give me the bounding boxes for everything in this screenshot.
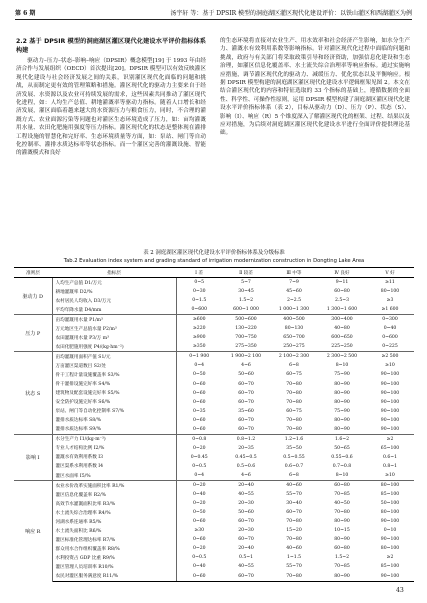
grade-cell: 90~100 bbox=[380, 381, 400, 387]
running-header bbox=[15, 5, 412, 20]
header-grade-5: Ⅴ 好 bbox=[366, 268, 414, 278]
grade-cell: 80~130 bbox=[284, 326, 304, 332]
grade-cell: 85~100 bbox=[380, 564, 400, 570]
grade-cell: 1 300~1 600 bbox=[326, 307, 358, 313]
header-grade-4: Ⅳ 良好 bbox=[318, 268, 366, 278]
grade-cell: 70~80 bbox=[286, 399, 302, 405]
grade-cell: 0.5~1 bbox=[238, 555, 254, 561]
table-row bbox=[14, 287, 414, 296]
grade-cell: 650~700 bbox=[283, 335, 305, 341]
grade-cell: 90~100 bbox=[380, 426, 400, 432]
table-row bbox=[14, 361, 414, 370]
grade-cell: 10~15 bbox=[334, 528, 350, 534]
grade-cell: 80~90 bbox=[334, 417, 350, 423]
grade-cell: 130~220 bbox=[235, 326, 257, 332]
table-row bbox=[14, 535, 414, 544]
grade-cell: 80~90 bbox=[334, 426, 350, 432]
grade-cell: 40~60 bbox=[286, 546, 302, 552]
indicator-cell: 骨干工程计量设施覆盖率 S3/% bbox=[52, 370, 176, 379]
table-body bbox=[14, 278, 414, 582]
grade-cell: 70~80 bbox=[286, 390, 302, 396]
grade-cell: 0.55~0.6 bbox=[331, 454, 353, 460]
grade-cell: 0~40 bbox=[192, 492, 206, 498]
table-row bbox=[14, 425, 414, 435]
grade-cell: ≥1 600 bbox=[381, 307, 399, 313]
grade-cell: 0~60 bbox=[192, 537, 206, 543]
table-row bbox=[14, 380, 414, 389]
grade-cell: 20~40 bbox=[238, 546, 254, 552]
header-indicator: 指标层 bbox=[52, 268, 176, 278]
table-caption-en: Tab.2 Evaluation index system and grading standard of irrigation modernization construction in Dongting Lake Area bbox=[63, 258, 365, 264]
table-row bbox=[14, 553, 414, 562]
grade-cell: 7~9 bbox=[289, 280, 299, 286]
grade-cell: 80~90 bbox=[334, 519, 350, 525]
table-row bbox=[14, 389, 414, 398]
table-row bbox=[14, 562, 414, 571]
indicator-cell: 水利投资占 GDP 比重 R9/% bbox=[52, 553, 176, 562]
grade-cell: 275~350 bbox=[235, 344, 257, 350]
grade-cell: 40~80 bbox=[334, 326, 350, 332]
running-title: 汤宇轩 等：基于 DPSIR 模型的洞庭湖区灌区现代化建设评价：以铁山灌区和西湖灌区为例 bbox=[170, 9, 412, 17]
indicator-cell: 骨干灌排设施完好率 S4/% bbox=[52, 380, 176, 389]
grade-cell: 5~7 bbox=[241, 280, 251, 286]
grade-cell: 70~85 bbox=[334, 492, 350, 498]
grade-cell: 80~90 bbox=[334, 399, 350, 405]
grade-cell: 60~70 bbox=[238, 381, 254, 387]
grade-cell: 20~40 bbox=[222, 481, 270, 491]
grade-cell: 35~60 bbox=[238, 408, 254, 414]
grade-cell: 0~4 bbox=[194, 363, 205, 369]
grade-cell: 0~20 bbox=[176, 481, 222, 491]
table-row bbox=[14, 444, 414, 453]
grade-cell: 0~60 bbox=[192, 519, 206, 525]
grade-cell: 2~2.5 bbox=[286, 298, 302, 304]
grade-cell: 60~70 bbox=[286, 510, 302, 516]
grade-cell: 60~70 bbox=[238, 390, 254, 396]
grade-cell: 60~75 bbox=[286, 372, 302, 378]
grade-cell: ≥2 bbox=[386, 555, 394, 561]
grade-cell: 20~35 bbox=[238, 445, 254, 451]
grade-cell: 70~80 bbox=[286, 519, 302, 525]
grade-cell: 0~40 bbox=[192, 564, 206, 570]
grade-cell: 400~500 bbox=[270, 315, 318, 325]
indicator-cell: 水土流失综合治理率 R4/% bbox=[52, 508, 176, 517]
indicator-cell: 亩均灌溉用面积产值 S1/元 bbox=[52, 352, 176, 362]
grade-cell: 0~40 bbox=[383, 326, 397, 332]
grade-cell: 9~11 bbox=[335, 280, 349, 286]
grade-cell: ≥600 bbox=[176, 315, 222, 325]
header-grade-2: Ⅱ 较差 bbox=[222, 268, 270, 278]
grade-cell: 60~80 bbox=[334, 546, 350, 552]
grade-cell: 80~90 bbox=[334, 381, 350, 387]
grade-cell: 45~60 bbox=[286, 289, 302, 295]
grade-cell: 1.5~2 bbox=[334, 555, 350, 561]
header-grade-3: Ⅲ 中等 bbox=[270, 268, 318, 278]
indicator-cell: 水分生产力 I1/(kg·m⁻³) bbox=[52, 434, 176, 444]
table-row bbox=[14, 572, 414, 582]
table-row bbox=[14, 278, 414, 288]
grade-cell: 60~70 bbox=[238, 426, 254, 432]
grade-cell: 90~100 bbox=[380, 390, 400, 396]
grade-cell: 90~100 bbox=[380, 408, 400, 414]
indicator-cell: 群众用水合作组织覆盖率 R8/% bbox=[52, 544, 176, 553]
grade-cell: 250~275 bbox=[283, 344, 305, 350]
grade-cell: 1.2~1.6 bbox=[270, 434, 318, 444]
grade-cell: 0.6~0.7 bbox=[284, 463, 304, 469]
grade-cell: 0.8~1.2 bbox=[222, 434, 270, 444]
indicator-cell: 高效节水灌溉面积比率 R3/% bbox=[52, 499, 176, 508]
grade-cell: 1 000~1 300 bbox=[278, 307, 310, 313]
grade-cell: 70~80 bbox=[334, 510, 350, 516]
criterion-cell: 状态 S bbox=[14, 352, 52, 434]
criterion-cell: 响应 R bbox=[14, 481, 52, 582]
grade-cell: 0~600 bbox=[382, 335, 398, 341]
indicator-cell: 人均生产总值 D1/万元 bbox=[52, 278, 176, 288]
indicator-cell: 专业人才结构比例 I2/% bbox=[52, 444, 176, 453]
right-column bbox=[220, 37, 410, 138]
issue-number: 第 6 期 bbox=[15, 9, 36, 17]
indicator-cell: 建筑物及配套设施完好率 S5/% bbox=[52, 389, 176, 398]
indicator-cell: 农村居民人均收入 D3/万元 bbox=[52, 296, 176, 305]
grade-cell: 1.5~2 bbox=[238, 298, 254, 304]
grade-cell: 60~70 bbox=[222, 572, 270, 582]
grade-cell: 0~60 bbox=[192, 390, 206, 396]
grade-cell: ≥10 bbox=[385, 363, 395, 369]
section-heading: 2.2 基于 DPSIR 模型的洞庭湖区灌区现代化建设水平评价指标体系构建 bbox=[16, 38, 206, 54]
grade-cell: 0~60 bbox=[192, 381, 206, 387]
indicator-cell: 灌区标准化管理达标率 R7/% bbox=[52, 535, 176, 544]
grade-cell: 20~30 bbox=[238, 501, 254, 507]
grade-cell: 30~40 bbox=[286, 501, 302, 507]
grade-cell: ≥2 500 bbox=[366, 352, 414, 362]
indicator-cell: 农民对灌区服务满意度 R11/% bbox=[52, 572, 176, 582]
table-row bbox=[14, 481, 414, 491]
grade-cell: 50~60 bbox=[238, 372, 254, 378]
grade-cell: ≥11 bbox=[385, 280, 395, 286]
criterion-cell: 驱动力 D bbox=[14, 278, 52, 315]
grade-cell: 90~100 bbox=[380, 519, 400, 525]
grade-cell: 1.6~2 bbox=[318, 434, 366, 444]
grade-cell: 50~65 bbox=[334, 445, 350, 451]
grade-cell: 0~35 bbox=[192, 408, 206, 414]
grade-cell: 60~75 bbox=[286, 408, 302, 414]
grade-cell: 0~5 bbox=[194, 280, 205, 286]
grade-cell: 0~60 bbox=[192, 426, 206, 432]
grade-cell: ≥30 bbox=[194, 528, 205, 534]
table-row bbox=[14, 517, 414, 526]
grade-cell: 0~30 bbox=[192, 289, 206, 295]
indicator-cell: 水土流失面积比 R6/% bbox=[52, 526, 176, 535]
grade-cell: 4~6 bbox=[241, 363, 251, 369]
grade-cell: 40~50 bbox=[334, 501, 350, 507]
grade-cell: 70~85 bbox=[334, 564, 350, 570]
grade-cell: 0.5~0.55 bbox=[283, 454, 305, 460]
grade-cell: 55~70 bbox=[286, 492, 302, 498]
grade-cell: ≥3 bbox=[386, 298, 394, 304]
grade-cell: 80~100 bbox=[380, 546, 400, 552]
grade-cell: 600~650 bbox=[331, 335, 353, 341]
right-paragraph: 的生态环境将直接对农业生产、用水效率和社会经济产生影响，如水分生产力、灌溉水有效利用系数等影响指标。针对灌区现代化过程中面临的问题和挑战，政府与有关部门将采取政策引导和经济资助，加强信息化建设和生态治理，如灌区信息化覆盖率、水土流失综合治理率等响应指标。通过实施响应措施，调节灌区现代化的驱动力、减缓压力、优化状态以及平衡响应。根据 DPSIR 模型构建的洞庭湖区灌区现代化建设水平逻辑框架见图 2。本文在结合灌区现代化的内容和特征选取的 33 个指标的基础上，遵循数据的全面性、科学性、可操作性原则，运用 DPSIR 模型构建了洞庭湖区灌区现代化建设水平评价指标体系（表 2），目标从驱动力（D）、压力（P）、状态（S）、影响（I）、响应（R）5 个维度深入了解灌区现代化的框架、过程、结果以及应对措施，为后续对洞庭湖区灌区现代化建设水平进行全面评价提供理论基础。 bbox=[220, 38, 410, 137]
grade-cell: ≥10 bbox=[385, 473, 395, 478]
grade-cell: 0~0.45 bbox=[190, 454, 208, 460]
grade-cell: 90~100 bbox=[380, 417, 400, 423]
grade-cell: 0.7~0.8 bbox=[332, 463, 352, 469]
grade-cell: 70~80 bbox=[286, 537, 302, 543]
grade-cell: 40~55 bbox=[238, 492, 254, 498]
table-row bbox=[14, 462, 414, 471]
grade-cell: 90~100 bbox=[380, 399, 400, 405]
grade-cell: 40~55 bbox=[238, 564, 254, 570]
grade-cell: 60~80 bbox=[334, 289, 350, 295]
table-row bbox=[14, 398, 414, 407]
grade-cell: 0~10 bbox=[383, 528, 397, 534]
table-row bbox=[14, 508, 414, 517]
table-row bbox=[14, 434, 414, 444]
grade-cell: 8~10 bbox=[335, 363, 349, 369]
indicator-cell: 平均年降水量 D4/mm bbox=[52, 305, 176, 315]
grade-cell: 700~750 bbox=[235, 335, 257, 341]
grade-cell: 0.6~1 bbox=[382, 454, 398, 460]
grade-cell: 0~300 bbox=[366, 315, 414, 325]
indicator-cell: 亩均灌溉用水量 P1/m³ bbox=[52, 315, 176, 325]
grade-cell: 0~60 bbox=[192, 399, 206, 405]
grade-cell: 1 900~2 100 bbox=[222, 352, 270, 362]
grade-cell: 6~8 bbox=[289, 473, 299, 478]
grade-cell: ≥350 bbox=[192, 344, 206, 350]
indicator-cell: 安全防护设施完好率 S6/% bbox=[52, 398, 176, 407]
indicator-cell: 灌排水质达标率 S9/% bbox=[52, 425, 176, 435]
grade-cell: 50~60 bbox=[238, 510, 254, 516]
criterion-cell: 压力 P bbox=[14, 315, 52, 352]
page-number: 43 bbox=[396, 587, 404, 594]
grade-cell: 80~90 bbox=[334, 537, 350, 543]
grade-cell: 90~100 bbox=[380, 537, 400, 543]
grade-cell: 0~20 bbox=[192, 546, 206, 552]
indicator-cell: 河湖水系连通率 R5/% bbox=[52, 517, 176, 526]
grade-cell: 300~400 bbox=[318, 315, 366, 325]
table-row bbox=[14, 526, 414, 535]
table-row bbox=[14, 305, 414, 315]
grade-cell: 0.45~0.5 bbox=[235, 454, 257, 460]
grade-cell: 70~80 bbox=[270, 572, 318, 582]
grade-cell: 80~90 bbox=[318, 572, 366, 582]
indicator-cell: 农田灌溉用水量 P3/万 m³ bbox=[52, 333, 176, 342]
table-row bbox=[14, 471, 414, 481]
grade-cell: 70~80 bbox=[286, 417, 302, 423]
table-row bbox=[14, 407, 414, 416]
grade-cell: 35~50 bbox=[286, 445, 302, 451]
grade-cell: ≥900 bbox=[192, 335, 206, 341]
indicator-cell: 灌区信息化覆盖率 R2/% bbox=[52, 490, 176, 499]
grade-cell: 15~20 bbox=[286, 528, 302, 534]
table-row bbox=[14, 490, 414, 499]
indicator-cell: 灌区渠系水利用系数 I4 bbox=[52, 462, 176, 471]
left-paragraph: 驱动力–压力–状态–影响–响应（DPSIR）概念模型[19] 于 1993 年由经济合作与发展组织（OECD）首次提出[20]。DPSIR 模型可以有效反映灌区现代化建设与社会经济发展之间的关系，识别灌区现代化面临的问题和挑战，从而制定更有效的管理策略和措施。灌区现代化的驱动力主要来自于经济发展、水资源以及农业可持续发展的需求，这些因素共同推动了灌区现代化进程，如：人均生产总值、耕地灌溉率等驱动力指标。随着人口增长和经济发展，灌区面临着越来越大的水资源压力与粮食压力，同时，不合理的灌溉方式、农业面源污染等问题也对灌区生态环境造成了压力，如：亩均灌溉用水量、农田化肥施用强度等压力指标。灌区现代化的状态是整体现在灌排工程设施的智慧化和完好率、生态环境质量等方面，如：泵站、闸门等自动化控制率、灌排水质达标率等状态指标。而一个灌区完善的灌溉设施、智能的灌溉模式和良好 bbox=[16, 58, 206, 157]
grade-cell: 0~0.8 bbox=[176, 434, 222, 444]
grade-cell: 0~20 bbox=[192, 501, 206, 507]
grade-cell: 0~0.5 bbox=[192, 463, 207, 469]
grade-cell: 2 300~2 500 bbox=[318, 352, 366, 362]
grade-cell: 80~100 bbox=[380, 510, 400, 516]
table-row bbox=[14, 324, 414, 333]
grade-cell: 0~225 bbox=[382, 344, 398, 350]
grade-cell: 2 100~2 300 bbox=[270, 352, 318, 362]
grade-cell: 60~70 bbox=[238, 399, 254, 405]
grade-cell: 40~60 bbox=[270, 481, 318, 491]
grade-cell: 55~70 bbox=[286, 564, 302, 570]
grade-cell: 225~250 bbox=[331, 344, 353, 350]
left-column bbox=[16, 37, 206, 158]
indicator-cell: 灌溉水有效利用系数 I3 bbox=[52, 453, 176, 462]
table-row bbox=[14, 333, 414, 342]
grade-cell: 75~90 bbox=[334, 408, 350, 414]
grade-cell: 60~70 bbox=[238, 519, 254, 525]
grade-cell: 65~100 bbox=[380, 445, 400, 451]
grade-cell: 6~8 bbox=[289, 363, 299, 369]
grade-cell: 0~50 bbox=[192, 510, 206, 516]
table-row bbox=[14, 416, 414, 425]
grade-cell: 75~90 bbox=[334, 372, 350, 378]
indicator-cell: 灌排水质达标率 S8/% bbox=[52, 416, 176, 425]
grade-cell: 60~70 bbox=[238, 537, 254, 543]
table-row bbox=[14, 352, 414, 362]
grade-cell: 0~1 900 bbox=[176, 352, 222, 362]
grade-cell: 80~90 bbox=[334, 390, 350, 396]
indicator-cell: 万亩灌区渠道数目 S2/处 bbox=[52, 361, 176, 370]
table-row bbox=[14, 370, 414, 379]
grade-cell: 0~60 bbox=[192, 417, 206, 423]
grade-cell: 85~100 bbox=[380, 492, 400, 498]
grade-cell: 0.8~1 bbox=[382, 463, 398, 469]
table-row bbox=[14, 296, 414, 305]
grade-cell: 50~100 bbox=[380, 501, 400, 507]
grade-cell: 0~600 bbox=[191, 307, 208, 313]
criterion-cell: 影响 I bbox=[14, 434, 52, 480]
grade-cell: ≥220 bbox=[192, 326, 206, 332]
grade-cell: 90~100 bbox=[380, 372, 400, 378]
grade-cell: 70~80 bbox=[286, 381, 302, 387]
table-row bbox=[14, 544, 414, 553]
grade-cell: 0~1.5 bbox=[192, 298, 207, 304]
header-grade-1: Ⅰ 差 bbox=[176, 268, 222, 278]
indicator-cell: 灌区管理人员培训率 R10/% bbox=[52, 562, 176, 571]
grade-cell: 70~80 bbox=[286, 426, 302, 432]
grade-cell: 0~4 bbox=[194, 473, 205, 478]
table-caption-cn: 表 2 洞庭湖区灌区现代化建设水平评价指标体系及分级标准 bbox=[143, 250, 285, 256]
grade-cell: 0~20 bbox=[192, 445, 206, 451]
indicator-cell: 农田化肥施用强度 P4/(kg·hm⁻²) bbox=[52, 342, 176, 352]
grade-cell: 0~0.5 bbox=[192, 555, 207, 561]
indicator-cell: 农业水价改革实施面积比率 R1/% bbox=[52, 481, 176, 491]
indicator-cell: 万元地区生产总值水量 P2/m³ bbox=[52, 324, 176, 333]
grade-cell: 90~100 bbox=[366, 572, 414, 582]
indicator-cell: 灌区水面率 I5/% bbox=[52, 471, 176, 481]
table-row bbox=[14, 499, 414, 508]
grade-cell: 60~70 bbox=[238, 417, 254, 423]
grade-cell: 0~60 bbox=[176, 572, 222, 582]
table-row bbox=[14, 342, 414, 352]
grade-cell: 0.5~0.6 bbox=[236, 463, 256, 469]
table-row bbox=[14, 453, 414, 462]
indicator-cell: 耕地灌溉率 D2/% bbox=[52, 287, 176, 296]
indicator-cell: 泵站、闸门等自动化控制率 S7/% bbox=[52, 407, 176, 416]
grade-cell: 80~100 bbox=[366, 481, 414, 491]
table-row bbox=[14, 315, 414, 325]
grade-cell: 1~1.5 bbox=[286, 555, 302, 561]
header-criterion: 准则层 bbox=[14, 268, 52, 278]
grade-cell: 2.5~3 bbox=[334, 298, 350, 304]
grade-cell: 80~100 bbox=[380, 289, 400, 295]
grade-cell: 500~600 bbox=[222, 315, 270, 325]
grade-cell: 0~50 bbox=[192, 372, 206, 378]
grade-cell: 600~1 000 bbox=[233, 307, 259, 313]
evaluation-table bbox=[14, 267, 414, 582]
grade-cell: 30~45 bbox=[238, 289, 254, 295]
grade-cell: ≥2 bbox=[366, 434, 414, 444]
grade-cell: 8~10 bbox=[335, 473, 349, 478]
grade-cell: 4~6 bbox=[241, 473, 251, 478]
grade-cell: 20~30 bbox=[238, 528, 254, 534]
grade-cell: 60~80 bbox=[318, 481, 366, 491]
